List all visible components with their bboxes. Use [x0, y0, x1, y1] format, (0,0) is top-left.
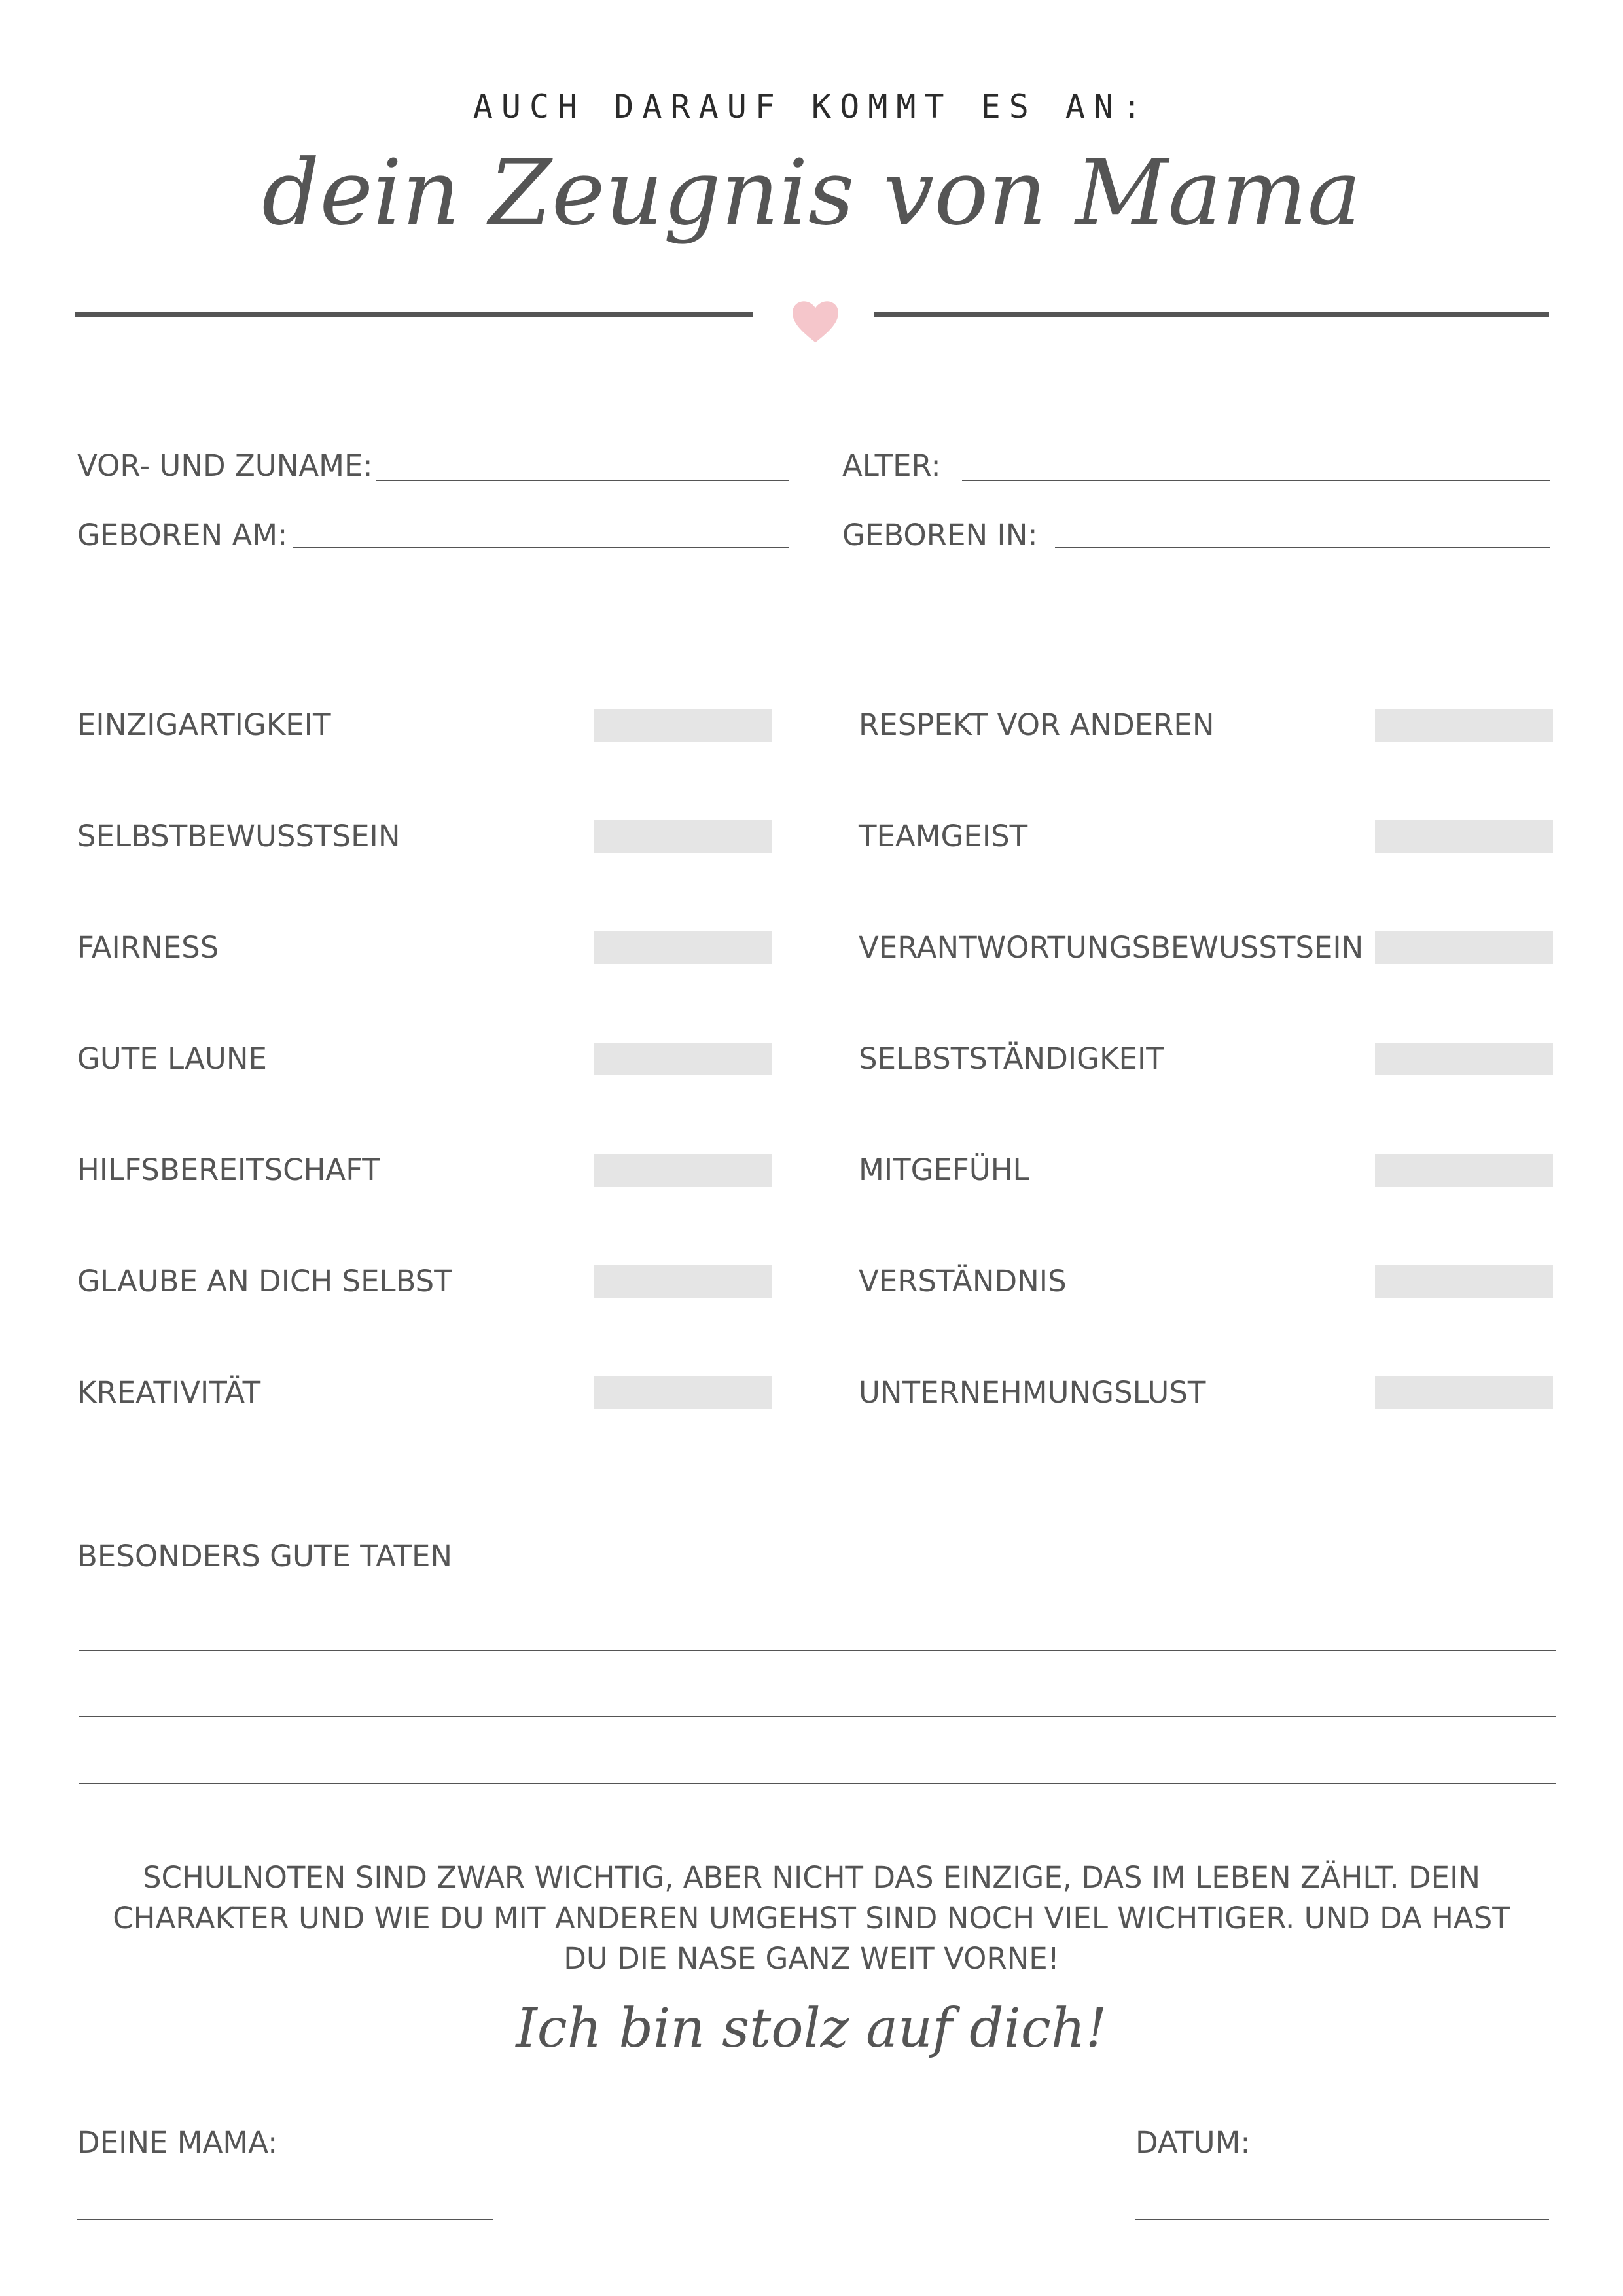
- grade-box-right[interactable]: [1375, 709, 1553, 742]
- age-label: ALTER:: [842, 448, 941, 483]
- trait-label-right: SELBSTSTÄNDIGKEIT: [859, 1041, 1164, 1076]
- age-field[interactable]: [962, 480, 1550, 481]
- trait-label-right: VERANTWORTUNGSBEWUSSTSEIN: [859, 930, 1364, 965]
- trait-label-left: FAIRNESS: [77, 930, 219, 965]
- born-on-label: GEBOREN AM:: [77, 518, 288, 552]
- closing-message: SCHULNOTEN SIND ZWAR WICHTIG, ABER NICHT DAS EINZIGE, DAS IM LEBEN ZÄHLT. DEIN CHARAKTER UND WIE DU MIT ANDEREN UMGEHST SIND NOCH VIEL WICHTIGER. UND DA HAST DU DIE NASE GANZ WEIT VORNE!: [113, 1860, 1510, 1976]
- trait-label-right: RESPEKT VOR ANDEREN: [859, 708, 1215, 742]
- grade-box-left[interactable]: [594, 1154, 772, 1187]
- trait-label-left: EINZIGARTIGKEIT: [77, 708, 331, 742]
- deeds-label: BESONDERS GUTE TATEN: [77, 1539, 453, 1573]
- heart-icon: [788, 293, 843, 348]
- trait-label-left: SELBSTBEWUSSTSEIN: [77, 819, 401, 853]
- grade-box-right[interactable]: [1375, 1376, 1553, 1409]
- grade-box-right[interactable]: [1375, 1154, 1553, 1187]
- grade-box-left[interactable]: [594, 1376, 772, 1409]
- page-title: dein Zeugnis von Mama: [262, 140, 1361, 245]
- trait-label-left: GLAUBE AN DICH SELBST: [77, 1264, 452, 1299]
- mom-signature-label: DEINE MAMA:: [77, 2125, 278, 2160]
- trait-label-left: KREATIVITÄT: [77, 1375, 261, 1410]
- deeds-line[interactable]: [79, 1716, 1556, 1717]
- date-field[interactable]: [1135, 2219, 1549, 2220]
- grade-box-left[interactable]: [594, 709, 772, 742]
- proud-statement: Ich bin stolz auf dich!: [516, 1998, 1107, 2060]
- name-field[interactable]: [376, 480, 789, 481]
- grade-box-right[interactable]: [1375, 1043, 1553, 1075]
- trait-label-right: MITGEFÜHL: [859, 1153, 1029, 1187]
- grade-box-left[interactable]: [594, 1043, 772, 1075]
- deeds-line[interactable]: [79, 1650, 1556, 1651]
- deeds-line[interactable]: [79, 1783, 1556, 1784]
- trait-label-left: HILFSBEREITSCHAFT: [77, 1153, 380, 1187]
- grade-box-right[interactable]: [1375, 1265, 1553, 1298]
- grade-box-right[interactable]: [1375, 820, 1553, 853]
- trait-label-right: VERSTÄNDNIS: [859, 1264, 1067, 1299]
- name-label: VOR- UND ZUNAME:: [77, 448, 373, 483]
- born-in-label: GEBOREN IN:: [842, 518, 1038, 552]
- header-kicker: AUCH DARAUF KOMMT ES AN:: [473, 88, 1150, 126]
- header-rule-right: [874, 312, 1549, 317]
- trait-label-right: UNTERNEHMUNGSLUST: [859, 1375, 1206, 1410]
- born-on-field[interactable]: [293, 547, 789, 548]
- grade-box-left[interactable]: [594, 820, 772, 853]
- born-in-field[interactable]: [1055, 547, 1550, 548]
- grade-box-left[interactable]: [594, 1265, 772, 1298]
- trait-label-left: GUTE LAUNE: [77, 1041, 267, 1076]
- header-rule-left: [75, 312, 753, 317]
- trait-label-right: TEAMGEIST: [859, 819, 1028, 853]
- mom-signature-field[interactable]: [77, 2219, 493, 2220]
- grade-box-right[interactable]: [1375, 931, 1553, 964]
- date-label: DATUM:: [1135, 2125, 1251, 2160]
- grade-box-left[interactable]: [594, 931, 772, 964]
